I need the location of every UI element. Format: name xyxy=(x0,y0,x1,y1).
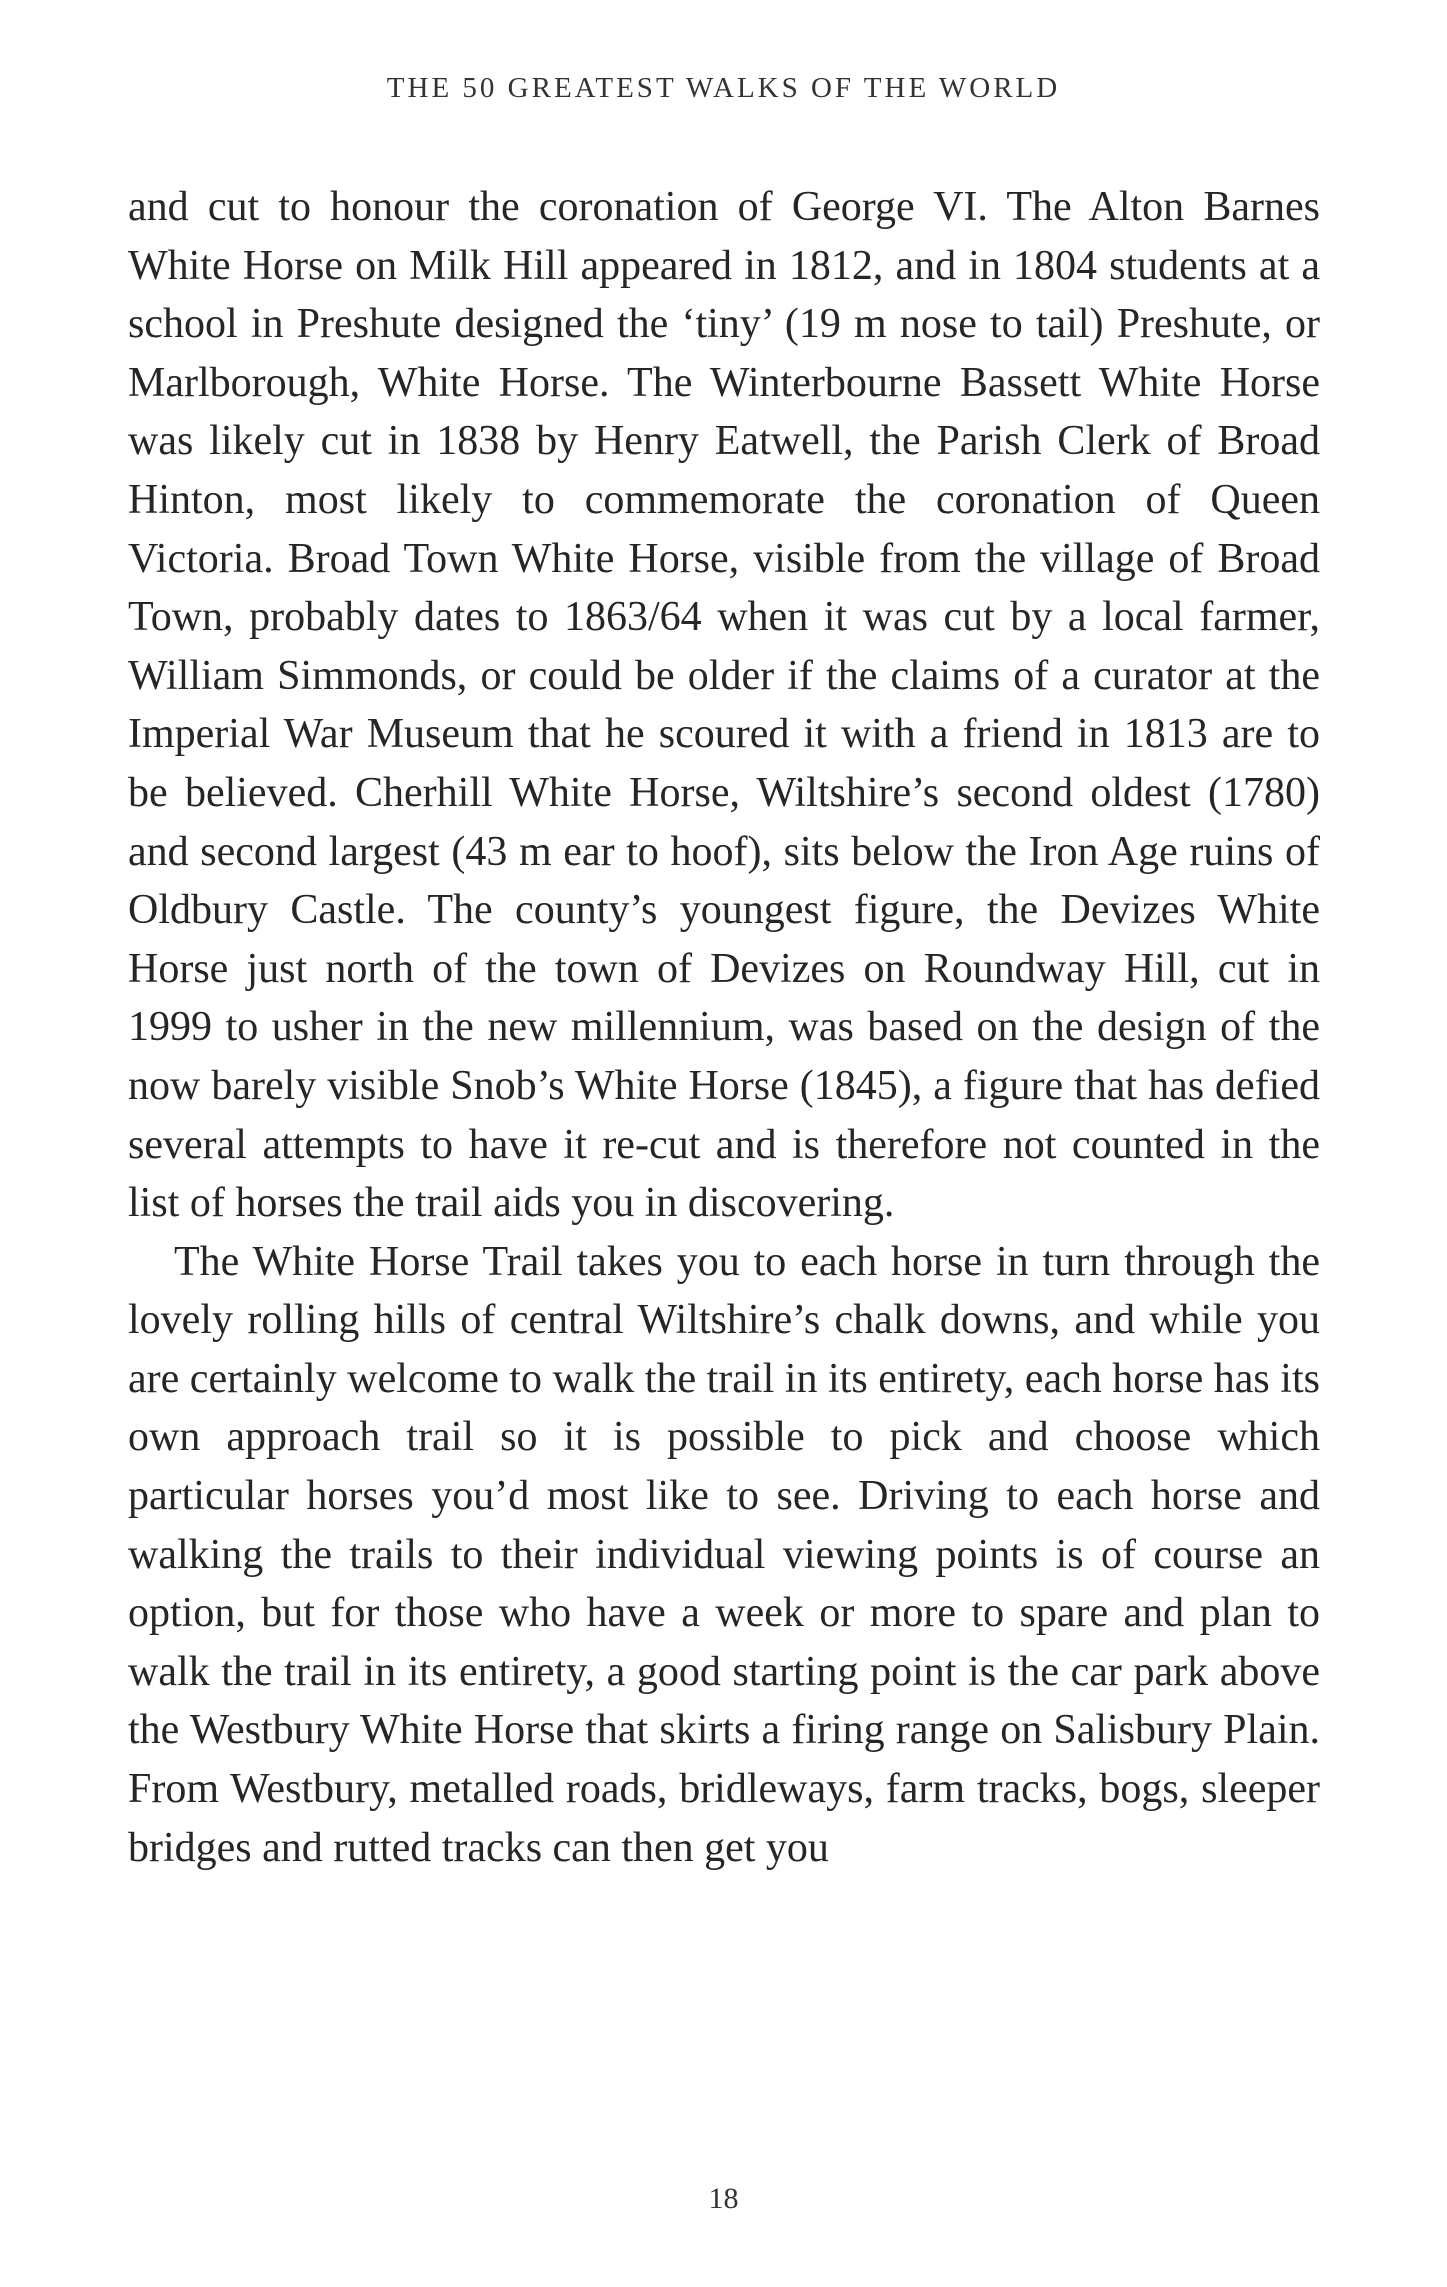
body-text xyxy=(128,178,1320,1877)
running-head: THE 50 GREATEST WALKS OF THE WORLD xyxy=(386,72,1061,104)
paragraph-continued: and cut to honour the coronation of George VI. The Alton Barnes White Horse on Milk Hill appeared in 1812, and in 1804 students at a school in Preshute designed the ‘tiny’ (19 m nose to tail) Preshute, or Marlborough, White Horse. The Winterbourne Bassett White Horse was likely cut in 1838 by Henry Eatwell, the Parish Clerk of Broad Hinton, most likely to commemorate the coronation of Queen Victoria. Broad Town White Horse, visible from the village of Broad Town, probably dates to 1863/64 when it was cut by a local farmer, William Simmonds, or could be older if the claims of a curator at the Imperial War Museum that he scoured it with a friend in 1813 are to be believed. Cherhill White Horse, Wiltshire’s second oldest (1780) and second largest (43 m ear to hoof), sits below the Iron Age ruins of Oldbury Castle. The county’s youngest figure, the Devizes White Horse just north of the town of Devizes on Roundway Hill, cut in 1999 to usher in the new millennium, was based on the design of the now barely visible Snob’s White Horse (1845), a figure that has defied several attempts to have it re-cut and is therefore not counted in the list of horses the trail aids you in discovering. xyxy=(128,184,1320,1227)
paragraph-white-horse-trail: The White Horse Trail takes you to each horse in turn through the lovely rolling hills of central Wiltshire’s chalk downs, and while you are certainly welcome to walk the trail in its entirety, each horse has its own approach trail so it is possible to pick and choose which particular horses you’d most like to see. Driving to each horse and walking the trails to their individual viewing points is of course an option, but for those who have a week or more to spare and plan to walk the trail in its entirety, a good starting point is the car park above the Westbury White Horse that skirts a firing range on Salisbury Plain. From Westbury, metalled roads, bridleways, farm tracks, bogs, sleeper bridges and rutted tracks can then get you xyxy=(128,1238,1320,1871)
page-number: 18 xyxy=(708,2182,739,2215)
